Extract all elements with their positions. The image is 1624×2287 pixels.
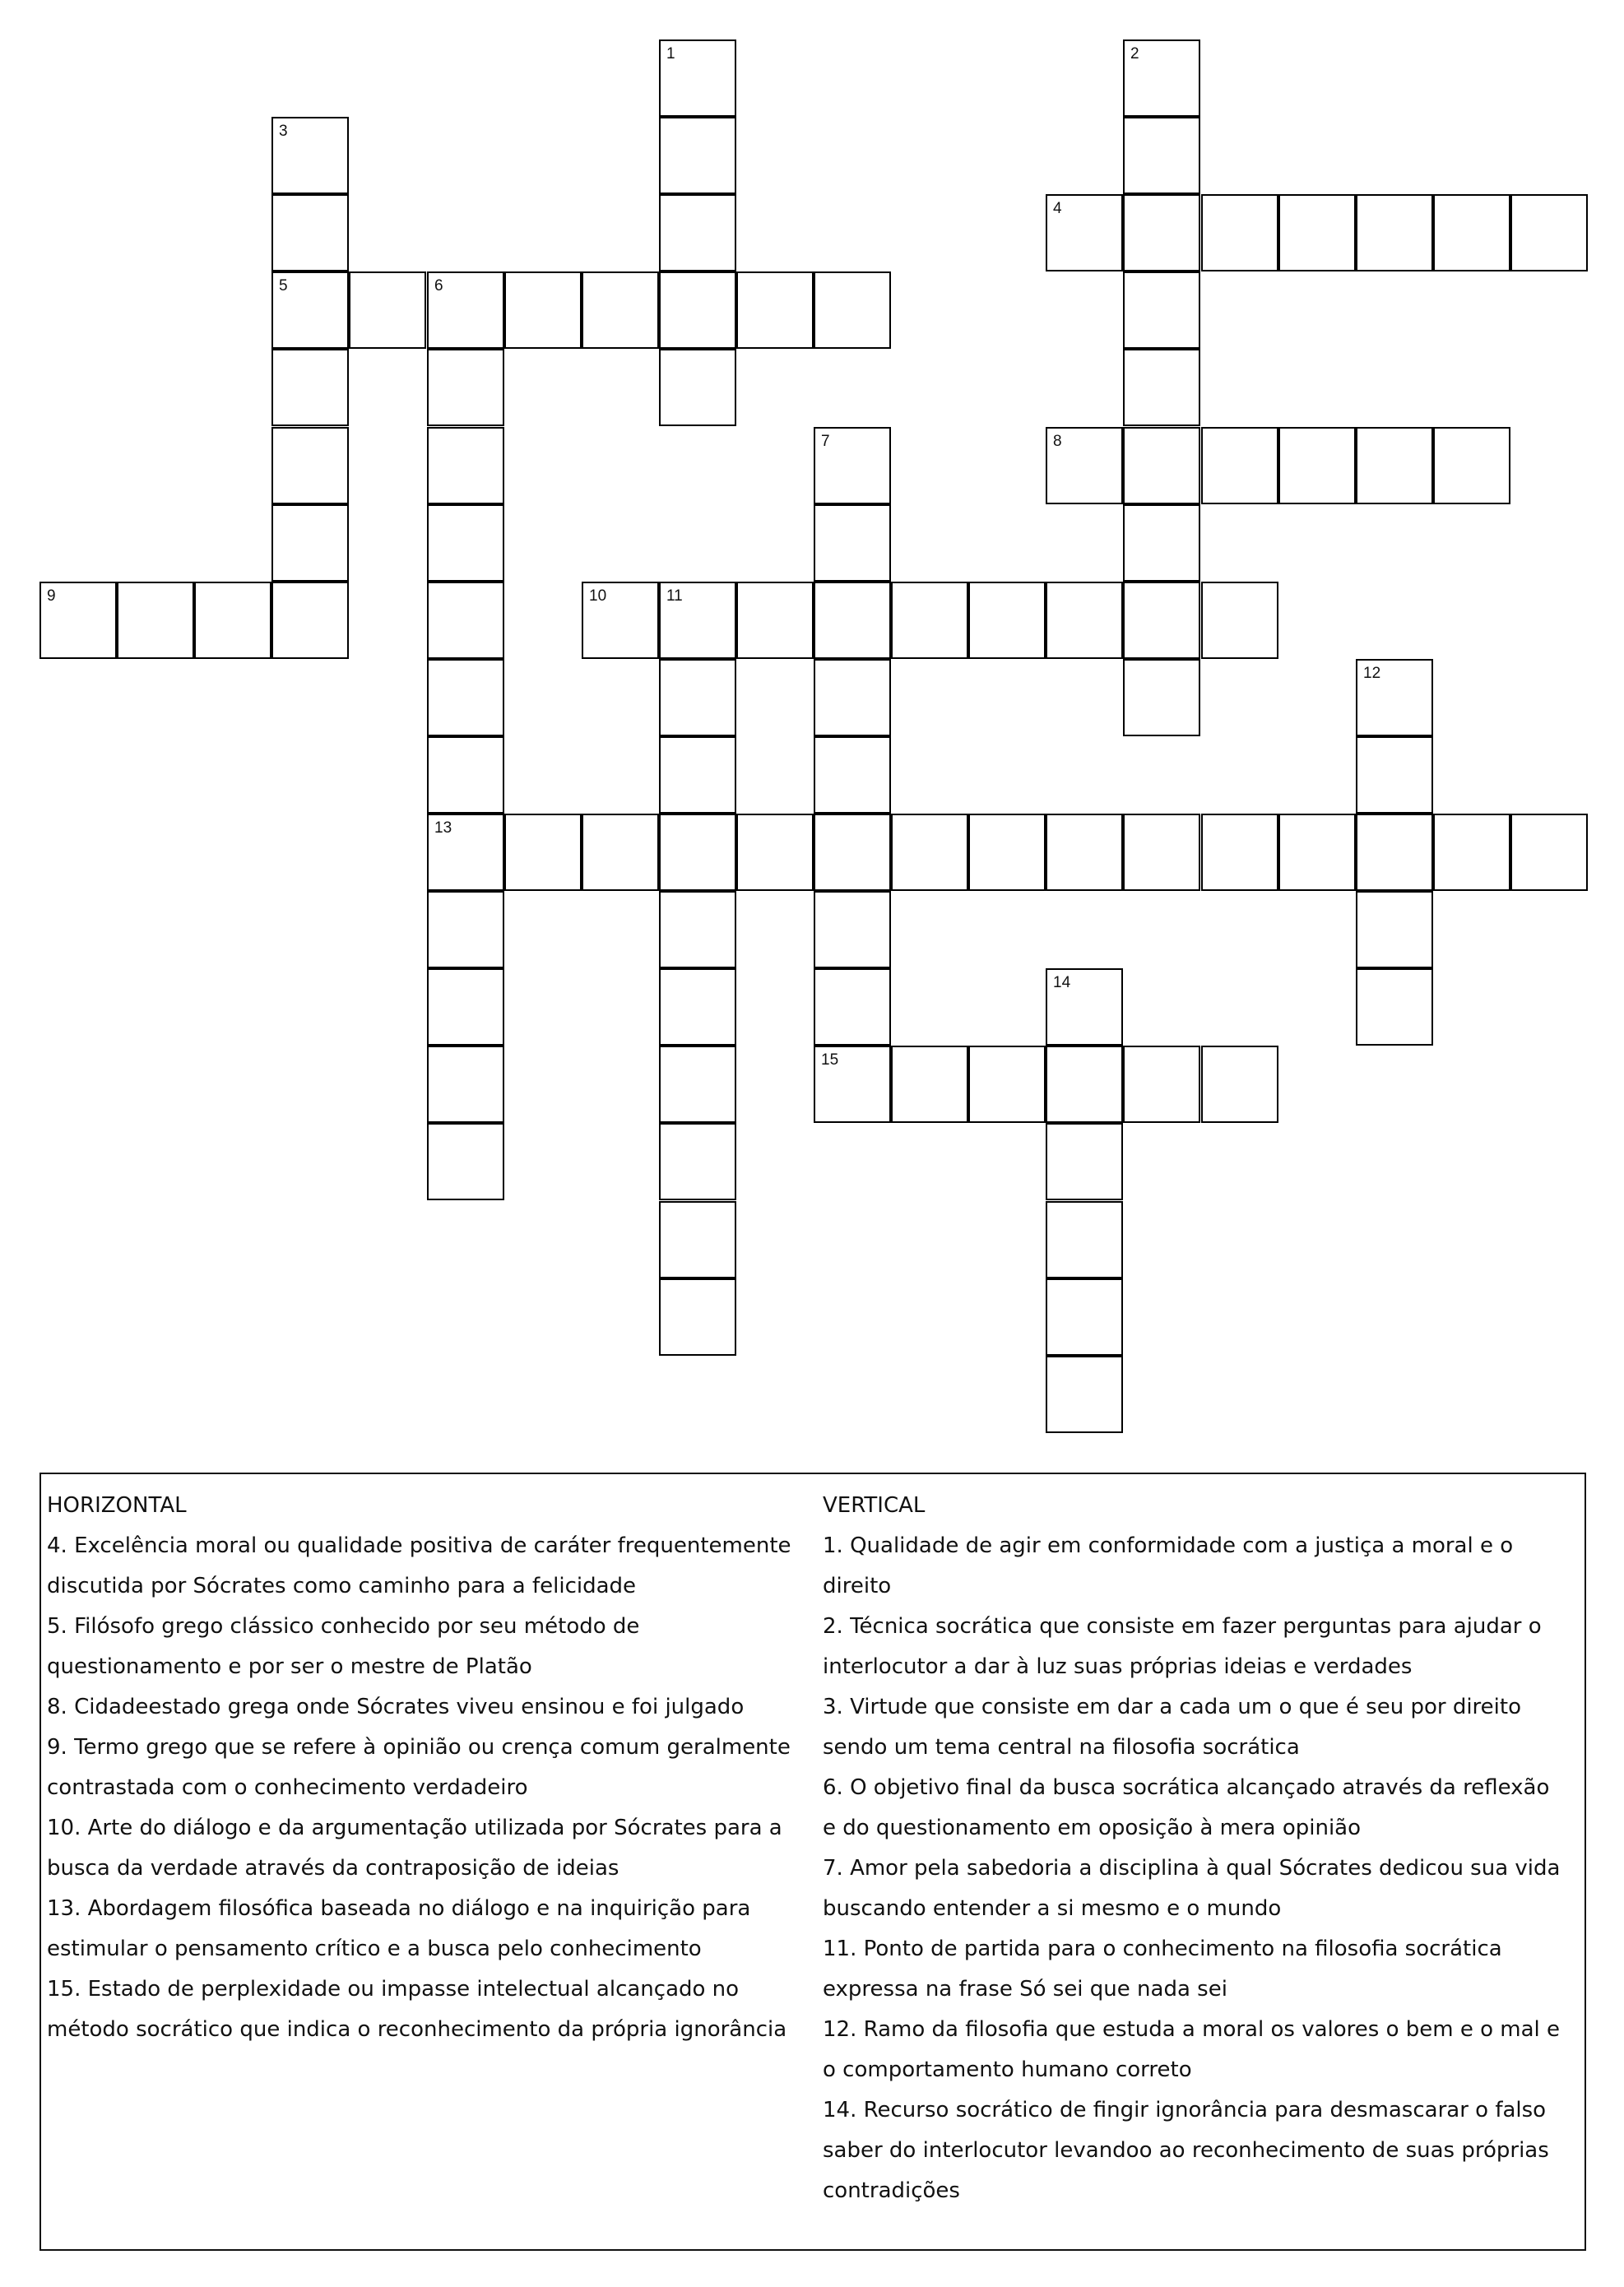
clue-number: 3: [279, 123, 288, 140]
clue-line: saber do interlocutor levandoo ao reconhecimento de suas próprias: [823, 2138, 1549, 2163]
clue-line: expressa na frase Só sei que nada sei: [823, 1977, 1227, 2002]
grid-cell[interactable]: [1201, 194, 1278, 271]
grid-cell[interactable]: [1278, 814, 1356, 891]
grid-cell[interactable]: [814, 582, 891, 659]
clue-line: 8. Cidadeestado grega onde Sócrates viveu ensinou e foi julgado: [47, 1695, 745, 1719]
grid-cell[interactable]: [582, 271, 659, 349]
grid-cell[interactable]: [659, 814, 736, 891]
grid-cell[interactable]: [427, 427, 504, 504]
grid-cell[interactable]: [659, 1201, 736, 1278]
grid-cell[interactable]: [1356, 427, 1433, 504]
clue-line: estimular o pensamento crítico e a busca pelo conhecimento: [47, 1937, 702, 1961]
grid-cell[interactable]: [659, 582, 736, 659]
clue-line: direito: [823, 1574, 892, 1598]
vertical-clues: [823, 1486, 1580, 2211]
grid-cell[interactable]: [1123, 194, 1200, 271]
clue-line: 4. Excelência moral ou qualidade positiva de caráter frequentemente: [47, 1533, 791, 1558]
clue-line: buscando entender a si mesmo e o mundo: [823, 1896, 1282, 1921]
grid-cell[interactable]: [814, 659, 891, 736]
clue-line: 7. Amor pela sabedoria a disciplina à qual Sócrates dedicou sua vida: [823, 1856, 1561, 1881]
grid-cell[interactable]: [427, 1123, 504, 1200]
grid-cell[interactable]: [659, 968, 736, 1046]
grid-cell[interactable]: [891, 814, 968, 891]
clue-number: 11: [666, 587, 683, 605]
grid-cell[interactable]: [1046, 582, 1123, 659]
clue-line: questionamento e por ser o mestre de Platão: [47, 1654, 532, 1679]
grid-cell[interactable]: [271, 194, 349, 271]
grid-cell[interactable]: [39, 582, 117, 659]
grid-cell[interactable]: [582, 582, 659, 659]
grid-cell[interactable]: [1123, 39, 1200, 117]
grid-cell[interactable]: [1123, 504, 1200, 582]
grid-cell[interactable]: [1356, 736, 1433, 814]
grid-cell[interactable]: [427, 504, 504, 582]
clue-number: 6: [434, 277, 443, 295]
grid-cell[interactable]: [1046, 427, 1123, 504]
grid-cell[interactable]: [1356, 891, 1433, 968]
clue-number: 7: [821, 433, 830, 450]
grid-cell[interactable]: [1046, 1356, 1123, 1433]
grid-cell[interactable]: [814, 736, 891, 814]
grid-cell[interactable]: [1046, 194, 1123, 271]
grid-cell[interactable]: [1356, 659, 1433, 736]
clue-line: e do questionamento em oposição à mera opinião: [823, 1816, 1362, 1840]
clue-line: método socrático que indica o reconhecimento da própria ignorância: [47, 2017, 787, 2042]
grid-cell[interactable]: [1201, 1046, 1278, 1123]
grid-cell[interactable]: [814, 814, 891, 891]
grid-cell[interactable]: [427, 736, 504, 814]
grid-cell[interactable]: [1201, 427, 1278, 504]
grid-cell[interactable]: [1046, 1201, 1123, 1278]
grid-cell[interactable]: [427, 891, 504, 968]
grid-cell[interactable]: [504, 814, 582, 891]
grid-cell[interactable]: [659, 891, 736, 968]
clue-number: 12: [1363, 665, 1381, 682]
grid-cell[interactable]: [659, 1046, 736, 1123]
clue-number: 10: [589, 587, 607, 605]
clue-number: 5: [279, 277, 288, 295]
clue-number: 13: [434, 819, 452, 837]
clue-line: 13. Abordagem filosófica baseada no diálogo e na inquirição para: [47, 1896, 751, 1921]
grid-cell[interactable]: [1510, 194, 1588, 271]
grid-cell[interactable]: [271, 271, 349, 349]
grid-cell[interactable]: [427, 349, 504, 426]
grid-cell[interactable]: [659, 1123, 736, 1200]
grid-cell[interactable]: [427, 271, 504, 349]
clue-number: 8: [1053, 433, 1062, 450]
grid-cell[interactable]: [1123, 271, 1200, 349]
grid-cell[interactable]: [659, 736, 736, 814]
grid-cell[interactable]: [1123, 117, 1200, 194]
clue-line: 3. Virtude que consiste em dar a cada um o que é seu por direito: [823, 1695, 1521, 1719]
grid-cell[interactable]: [968, 582, 1046, 659]
grid-cell[interactable]: [891, 1046, 968, 1123]
grid-cell[interactable]: [1278, 427, 1356, 504]
grid-cell[interactable]: [1123, 349, 1200, 426]
clue-line: sendo um tema central na filosofia socrática: [823, 1735, 1300, 1760]
grid-cell[interactable]: [1201, 582, 1278, 659]
grid-cell[interactable]: [194, 582, 271, 659]
grid-cell[interactable]: [1123, 814, 1200, 891]
clue-line: 14. Recurso socrático de fingir ignorância para desmascarar o falso: [823, 2098, 1547, 2122]
clue-line: 9. Termo grego que se refere à opinião ou crença comum geralmente: [47, 1735, 791, 1760]
clue-line: 6. O objetivo final da busca socrática alcançado através da reflexão: [823, 1775, 1550, 1800]
grid-cell[interactable]: [427, 659, 504, 736]
clue-line: 11. Ponto de partida para o conhecimento na filosofia socrática: [823, 1937, 1502, 1961]
grid-cell[interactable]: [968, 814, 1046, 891]
grid-cell[interactable]: [1201, 814, 1278, 891]
grid-cell[interactable]: [1123, 1046, 1200, 1123]
clue-line: contradições: [823, 2178, 960, 2203]
grid-cell[interactable]: [1510, 814, 1588, 891]
clue-box: [39, 1473, 1586, 2251]
grid-cell[interactable]: [1356, 814, 1433, 891]
grid-cell[interactable]: [814, 891, 891, 968]
grid-cell[interactable]: [271, 427, 349, 504]
grid-cell[interactable]: [349, 271, 426, 349]
clue-line: busca da verdade através da contraposição de ideias: [47, 1856, 619, 1881]
clue-line: 10. Arte do diálogo e da argumentação utilizada por Sócrates para a: [47, 1816, 782, 1840]
grid-cell[interactable]: [1433, 814, 1510, 891]
grid-cell[interactable]: [117, 582, 194, 659]
grid-cell[interactable]: [1433, 427, 1510, 504]
clue-number: 4: [1053, 200, 1062, 217]
grid-cell[interactable]: [659, 271, 736, 349]
vertical-heading: VERTICAL: [823, 1493, 926, 1518]
horizontal-clues: [47, 1486, 837, 2050]
grid-cell[interactable]: [271, 504, 349, 582]
clue-line: 2. Técnica socrática que consiste em fazer perguntas para ajudar o: [823, 1614, 1542, 1639]
grid-cell[interactable]: [1046, 814, 1123, 891]
grid-cell[interactable]: [271, 117, 349, 194]
clue-line: 15. Estado de perplexidade ou impasse intelectual alcançado no: [47, 1977, 740, 2002]
clue-number: 15: [821, 1051, 839, 1069]
grid-cell[interactable]: [427, 814, 504, 891]
grid-cell[interactable]: [659, 39, 736, 117]
grid-cell[interactable]: [814, 427, 891, 504]
grid-cell[interactable]: [1278, 194, 1356, 271]
horizontal-heading: HORIZONTAL: [47, 1493, 187, 1518]
clue-line: interlocutor a dar à luz suas próprias ideias e verdades: [823, 1654, 1413, 1679]
grid-cell[interactable]: [736, 271, 814, 349]
clue-number: 14: [1053, 974, 1071, 991]
grid-cell[interactable]: [814, 1046, 891, 1123]
grid-cell[interactable]: [504, 271, 582, 349]
clue-number: 2: [1130, 45, 1139, 63]
grid-cell[interactable]: [659, 1278, 736, 1356]
clue-line: o comportamento humano correto: [823, 2057, 1192, 2082]
grid-cell[interactable]: [968, 1046, 1046, 1123]
grid-cell[interactable]: [1123, 582, 1200, 659]
clue-line: 5. Filósofo grego clássico conhecido por seu método de: [47, 1614, 640, 1639]
clue-number: 9: [47, 587, 56, 605]
grid-cell[interactable]: [659, 349, 736, 426]
grid-cell[interactable]: [659, 659, 736, 736]
clue-line: 1. Qualidade de agir em conformidade com a justiça a moral e o: [823, 1533, 1514, 1558]
clue-line: 12. Ramo da filosofia que estuda a moral os valores o bem e o mal e: [823, 2017, 1561, 2042]
grid-cell[interactable]: [1356, 194, 1433, 271]
grid-cell[interactable]: [814, 271, 891, 349]
grid-cell[interactable]: [1123, 427, 1200, 504]
grid-cell[interactable]: [891, 582, 968, 659]
grid-cell[interactable]: [1046, 968, 1123, 1046]
grid-cell[interactable]: [271, 582, 349, 659]
grid-cell[interactable]: [427, 582, 504, 659]
grid-cell[interactable]: [427, 1046, 504, 1123]
grid-cell[interactable]: [271, 349, 349, 426]
grid-cell[interactable]: [427, 968, 504, 1046]
grid-cell[interactable]: [736, 582, 814, 659]
grid-cell[interactable]: [1433, 194, 1510, 271]
grid-cell[interactable]: [814, 504, 891, 582]
clue-number: 1: [666, 45, 675, 63]
grid-cell[interactable]: [1046, 1123, 1123, 1200]
grid-cell[interactable]: [1123, 659, 1200, 736]
clue-line: contrastada com o conhecimento verdadeiro: [47, 1775, 528, 1800]
grid-cell[interactable]: [1046, 1278, 1123, 1356]
grid-cell[interactable]: [814, 968, 891, 1046]
grid-cell[interactable]: [659, 194, 736, 271]
grid-cell[interactable]: [582, 814, 659, 891]
grid-cell[interactable]: [659, 117, 736, 194]
grid-cell[interactable]: [1356, 968, 1433, 1046]
grid-cell[interactable]: [1046, 1046, 1123, 1123]
grid-cell[interactable]: [736, 814, 814, 891]
clue-line: discutida por Sócrates como caminho para a felicidade: [47, 1574, 637, 1598]
